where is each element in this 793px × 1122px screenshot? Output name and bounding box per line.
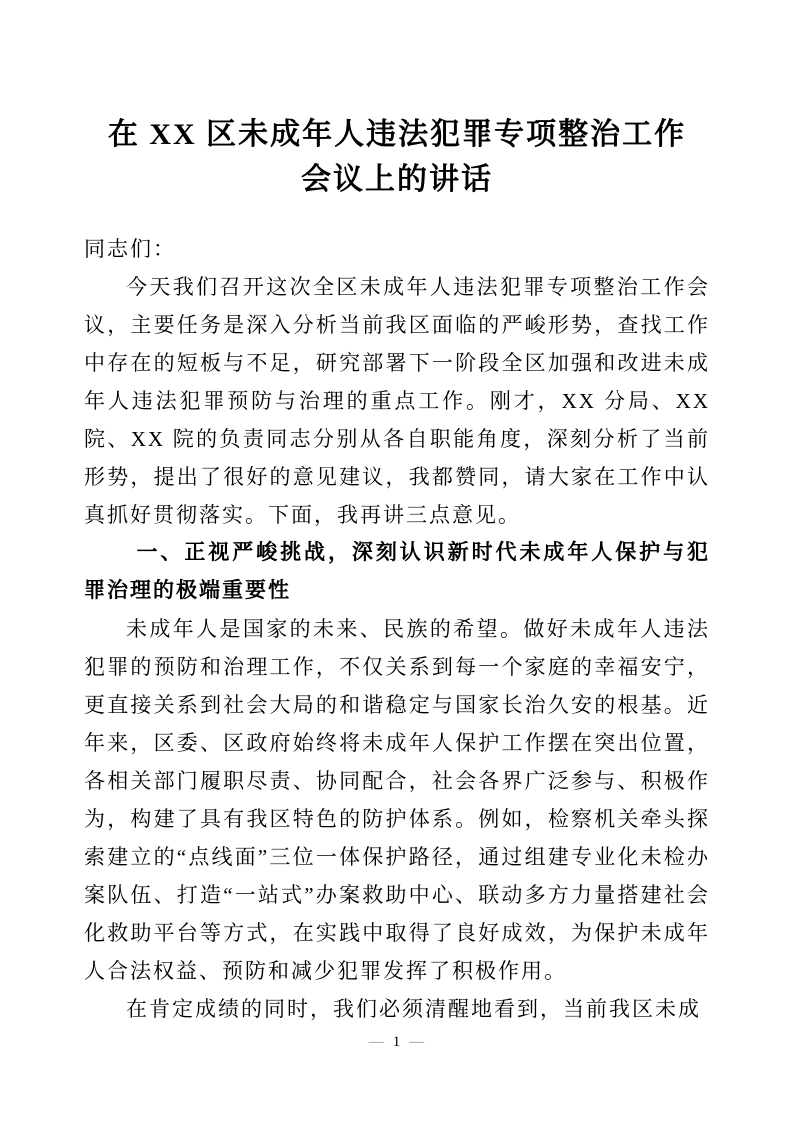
- paragraph-achievements: 未成年人是国家的未来、民族的希望。做好未成年人违法犯罪的预防和治理工作，不仅关系到每一个家庭的幸福安宁，更直接关系到社会大局的和谐稳定与国家长治久安的根基。近年来，区委、区政府始终将未成年人保护工作摆在突出位置，各相关部门履职尽责、协同配合，社会各界广泛参与、积极作为，构建了具有我区特色的防护体系。例如，检察机关牵头探索建立的“点线面”三位一体保护路径，通过组建专业化未检办案队伍、打造“一站式”办案救助中心、联动多方力量搭建社会化救助平台等方式，在实践中取得了良好成效，为保护未成年人合法权益、预防和减少犯罪发挥了积极作用。: [84, 617, 710, 983]
- page-number-dash-right: —: [409, 1034, 425, 1050]
- paragraph-opening: 今天我们召开这次全区未成年人违法犯罪专项整治工作会议，主要任务是深入分析当前我区面临的严峻形势，查找工作中存在的短板与不足，研究部署下一阶段全区加强和改进未成年人违法犯罪预防与治理的重点工作。刚才，XX 分局、XX 院、XX 院的负责同志分别从各自职能角度，深刻分析了当前形势，提出了很好的意见建议，我都赞同，请大家在工作中认真抓好贯彻落实。下面，我再讲三点意见。: [84, 275, 710, 527]
- document-title-line-2: 会议上的讲话: [301, 163, 493, 196]
- page-number-value: 1: [392, 1034, 401, 1050]
- document-title: [84, 112, 710, 202]
- page-number-dash-left: —: [368, 1034, 384, 1050]
- salutation: 同志们：: [84, 237, 176, 261]
- paragraph-truncated: 在肯定成绩的同时，我们必须清醒地看到，当前我区未成: [126, 997, 701, 1021]
- page-number: [0, 1032, 793, 1052]
- document-title-line-1: 在 XX 区未成年人违法犯罪专项整治工作: [107, 118, 687, 151]
- section-heading-1: 一、正视严峻挑战，深刻认识新时代未成年人保护与犯罪治理的极端重要性: [84, 541, 710, 602]
